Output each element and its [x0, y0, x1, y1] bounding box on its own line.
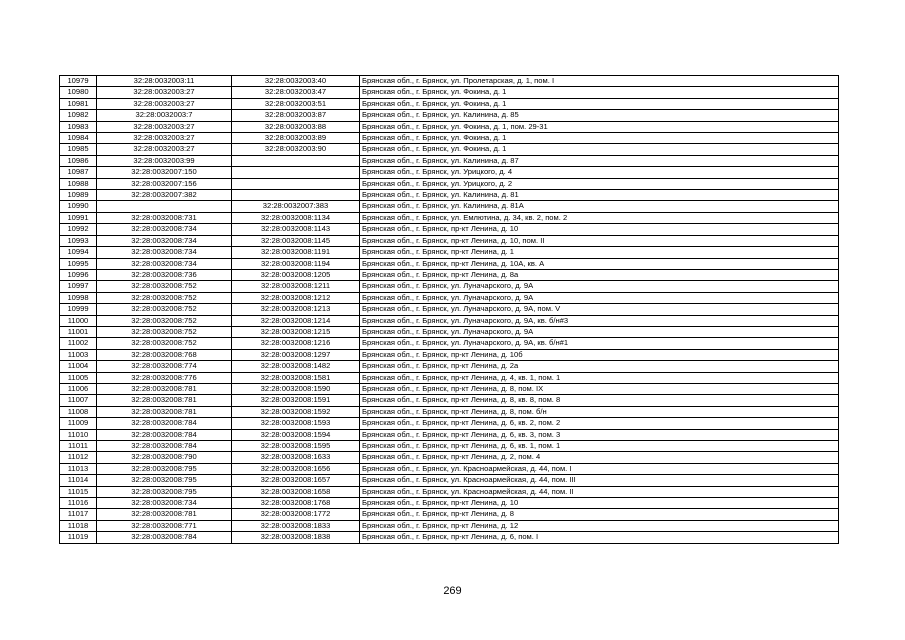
cadastral-number-cell: 32:28:0032008:795 [97, 475, 232, 486]
address-cell: Брянская обл., г. Брянск, ул. Калинина, д. 85 [360, 110, 839, 121]
address-cell: Брянская обл., г. Брянск, ул. Фокина, д. 1 [360, 98, 839, 109]
cadastral-number-cell: 32:28:0032008:774 [97, 361, 232, 372]
row-number-cell: 11019 [60, 532, 97, 543]
object-cadastral-number-cell: 32:28:0032003:89 [232, 133, 360, 144]
table-row [60, 463, 839, 474]
table-row [60, 509, 839, 520]
table-row [60, 201, 839, 212]
row-number-cell: 10985 [60, 144, 97, 155]
address-cell: Брянская обл., г. Брянск, ул. Фокина, д. 1 [360, 144, 839, 155]
row-number-cell: 11000 [60, 315, 97, 326]
row-number-cell: 11003 [60, 349, 97, 360]
row-number-cell: 10995 [60, 258, 97, 269]
row-number-cell: 10979 [60, 76, 97, 87]
object-cadastral-number-cell: 32:28:0032008:1593 [232, 418, 360, 429]
table-row [60, 281, 839, 292]
cadastral-number-cell: 32:28:0032008:784 [97, 532, 232, 543]
address-cell: Брянская обл., г. Брянск, пр-кт Ленина, д. 10 [360, 498, 839, 509]
table-row [60, 121, 839, 132]
cadastral-number-cell: 32:28:0032008:734 [97, 498, 232, 509]
row-number-cell: 11013 [60, 463, 97, 474]
cadastral-number-cell: 32:28:0032008:795 [97, 486, 232, 497]
address-cell: Брянская обл., г. Брянск, пр-кт Ленина, д. 6, кв. 3, пом. 3 [360, 429, 839, 440]
object-cadastral-number-cell: 32:28:0032008:1772 [232, 509, 360, 520]
cadastral-number-cell: 32:28:0032008:776 [97, 372, 232, 383]
cadastral-number-cell: 32:28:0032003:27 [97, 144, 232, 155]
row-number-cell: 10991 [60, 212, 97, 223]
object-cadastral-number-cell: 32:28:0032008:1658 [232, 486, 360, 497]
cadastral-number-cell: 32:28:0032008:790 [97, 452, 232, 463]
table-row [60, 361, 839, 372]
address-cell: Брянская обл., г. Брянск, ул. Красноармейская, д. 44, пом. III [360, 475, 839, 486]
cadastral-number-cell: 32:28:0032008:784 [97, 429, 232, 440]
row-number-cell: 10984 [60, 133, 97, 144]
page-number: 269 [443, 585, 462, 597]
table-row [60, 441, 839, 452]
row-number-cell: 10990 [60, 201, 97, 212]
object-cadastral-number-cell: 32:28:0032008:1216 [232, 338, 360, 349]
cadastral-number-cell: 32:28:0032008:781 [97, 383, 232, 394]
table-row [60, 383, 839, 394]
row-number-cell: 10996 [60, 269, 97, 280]
table-row [60, 315, 839, 326]
address-cell: Брянская обл., г. Брянск, ул. Фокина, д. 1, пом. 29-31 [360, 121, 839, 132]
row-number-cell: 11006 [60, 383, 97, 394]
cadastral-number-cell: 32:28:0032008:768 [97, 349, 232, 360]
table-row [60, 418, 839, 429]
address-cell: Брянская обл., г. Брянск, пр-кт Ленина, д. 10, пом. II [360, 235, 839, 246]
row-number-cell: 10998 [60, 292, 97, 303]
object-cadastral-number-cell: 32:28:0032008:1134 [232, 212, 360, 223]
table-row [60, 498, 839, 509]
address-cell: Брянская обл., г. Брянск, ул. Луначарского, д. 9А, кв. б/н#3 [360, 315, 839, 326]
row-number-cell: 10980 [60, 87, 97, 98]
object-cadastral-number-cell: 32:28:0032008:1191 [232, 247, 360, 258]
table-row [60, 224, 839, 235]
object-cadastral-number-cell: 32:28:0032008:1656 [232, 463, 360, 474]
table-row [60, 475, 839, 486]
row-number-cell: 10994 [60, 247, 97, 258]
object-cadastral-number-cell: 32:28:0032008:1211 [232, 281, 360, 292]
cadastral-number-cell: 32:28:0032008:734 [97, 247, 232, 258]
table-row [60, 532, 839, 543]
address-cell: Брянская обл., г. Брянск, пр-кт Ленина, д. 8, пом. б/н [360, 406, 839, 417]
address-cell: Брянская обл., г. Брянск, пр-кт Ленина, д. 12 [360, 520, 839, 531]
row-number-cell: 11017 [60, 509, 97, 520]
object-cadastral-number-cell: 32:28:0032008:1594 [232, 429, 360, 440]
table-row [60, 212, 839, 223]
cadastral-number-cell: 32:28:0032007:382 [97, 190, 232, 201]
object-cadastral-number-cell: 32:28:0032003:40 [232, 76, 360, 87]
address-cell: Брянская обл., г. Брянск, ул. Пролетарская, д. 1, пом. I [360, 76, 839, 87]
address-cell: Брянская обл., г. Брянск, ул. Фокина, д. 1 [360, 87, 839, 98]
table-row [60, 133, 839, 144]
row-number-cell: 10983 [60, 121, 97, 132]
address-cell: Брянская обл., г. Брянск, ул. Емлютина, д. 34, кв. 2, пом. 2 [360, 212, 839, 223]
row-number-cell: 11016 [60, 498, 97, 509]
cadastral-number-cell: 32:28:0032003:27 [97, 98, 232, 109]
object-cadastral-number-cell: 32:28:0032003:51 [232, 98, 360, 109]
object-cadastral-number-cell: 32:28:0032008:1657 [232, 475, 360, 486]
address-cell: Брянская обл., г. Брянск, пр-кт Ленина, д. 6, кв. 2, пом. 2 [360, 418, 839, 429]
address-cell: Брянская обл., г. Брянск, пр-кт Ленина, д. 8, пом. IX [360, 383, 839, 394]
cadastral-number-cell: 32:28:0032008:734 [97, 235, 232, 246]
address-cell: Брянская обл., г. Брянск, ул. Луначарского, д. 9А [360, 292, 839, 303]
address-cell: Брянская обл., г. Брянск, пр-кт Ленина, д. 6, кв. 1, пом. 1 [360, 441, 839, 452]
address-cell: Брянская обл., г. Брянск, ул. Урицкого, д. 2 [360, 178, 839, 189]
address-cell: Брянская обл., г. Брянск, пр-кт Ленина, д. 10А, кв. А [360, 258, 839, 269]
cadastral-number-cell: 32:28:0032007:150 [97, 167, 232, 178]
table-row [60, 486, 839, 497]
row-number-cell: 10982 [60, 110, 97, 121]
cadastral-number-cell: 32:28:0032008:731 [97, 212, 232, 223]
object-cadastral-number-cell [232, 190, 360, 201]
cadastral-number-cell: 32:28:0032008:752 [97, 338, 232, 349]
cadastral-number-cell: 32:28:0032003:11 [97, 76, 232, 87]
table-row [60, 98, 839, 109]
address-cell: Брянская обл., г. Брянск, пр-кт Ленина, д. 1 [360, 247, 839, 258]
cadastral-number-cell: 32:28:0032008:781 [97, 395, 232, 406]
object-cadastral-number-cell: 32:28:0032008:1212 [232, 292, 360, 303]
address-cell: Брянская обл., г. Брянск, ул. Луначарского, д. 9А, кв. б/н#1 [360, 338, 839, 349]
row-number-cell: 11010 [60, 429, 97, 440]
row-number-cell: 11014 [60, 475, 97, 486]
table-row [60, 87, 839, 98]
cadastral-number-cell: 32:28:0032003:7 [97, 110, 232, 121]
object-cadastral-number-cell: 32:28:0032008:1215 [232, 326, 360, 337]
object-cadastral-number-cell: 32:28:0032008:1590 [232, 383, 360, 394]
row-number-cell: 10997 [60, 281, 97, 292]
address-cell: Брянская обл., г. Брянск, пр-кт Ленина, д. 2а [360, 361, 839, 372]
row-number-cell: 11009 [60, 418, 97, 429]
table-row [60, 190, 839, 201]
table-row [60, 429, 839, 440]
object-cadastral-number-cell: 32:28:0032008:1595 [232, 441, 360, 452]
table-row [60, 326, 839, 337]
cadastral-number-cell: 32:28:0032008:771 [97, 520, 232, 531]
cadastral-number-cell: 32:28:0032008:752 [97, 315, 232, 326]
row-number-cell: 10992 [60, 224, 97, 235]
address-cell: Брянская обл., г. Брянск, пр-кт Ленина, д. 8 [360, 509, 839, 520]
object-cadastral-number-cell: 32:28:0032008:1591 [232, 395, 360, 406]
table-row [60, 406, 839, 417]
address-cell: Брянская обл., г. Брянск, пр-кт Ленина, д. 4, кв. 1, пом. 1 [360, 372, 839, 383]
cadastral-number-cell: 32:28:0032008:784 [97, 418, 232, 429]
row-number-cell: 11012 [60, 452, 97, 463]
row-number-cell: 10981 [60, 98, 97, 109]
object-cadastral-number-cell: 32:28:0032008:1768 [232, 498, 360, 509]
row-number-cell: 11005 [60, 372, 97, 383]
row-number-cell: 11011 [60, 441, 97, 452]
cadastral-number-cell: 32:28:0032008:752 [97, 281, 232, 292]
row-number-cell: 10999 [60, 304, 97, 315]
cadastral-number-cell: 32:28:0032008:781 [97, 406, 232, 417]
row-number-cell: 10988 [60, 178, 97, 189]
object-cadastral-number-cell: 32:28:0032008:1833 [232, 520, 360, 531]
address-cell: Брянская обл., г. Брянск, ул. Калинина, д. 81А [360, 201, 839, 212]
object-cadastral-number-cell: 32:28:0032008:1145 [232, 235, 360, 246]
table-row [60, 292, 839, 303]
table-row [60, 520, 839, 531]
table-row [60, 372, 839, 383]
table-row [60, 338, 839, 349]
address-cell: Брянская обл., г. Брянск, пр-кт Ленина, д. 2, пом. 4 [360, 452, 839, 463]
address-cell: Брянская обл., г. Брянск, ул. Фокина, д. 1 [360, 133, 839, 144]
address-cell: Брянская обл., г. Брянск, ул. Калинина, д. 87 [360, 155, 839, 166]
object-cadastral-number-cell: 32:28:0032008:1205 [232, 269, 360, 280]
row-number-cell: 11004 [60, 361, 97, 372]
object-cadastral-number-cell: 32:28:0032003:87 [232, 110, 360, 121]
cadastral-number-cell: 32:28:0032008:784 [97, 441, 232, 452]
cadastral-number-cell: 32:28:0032008:795 [97, 463, 232, 474]
cadastral-number-cell: 32:28:0032008:781 [97, 509, 232, 520]
cadastral-number-cell: 32:28:0032003:99 [97, 155, 232, 166]
object-cadastral-number-cell: 32:28:0032008:1214 [232, 315, 360, 326]
table-row [60, 452, 839, 463]
table-row [60, 178, 839, 189]
row-number-cell: 10986 [60, 155, 97, 166]
table-row [60, 258, 839, 269]
table-row [60, 349, 839, 360]
table-row [60, 235, 839, 246]
address-cell: Брянская обл., г. Брянск, ул. Калинина, д. 81 [360, 190, 839, 201]
address-cell: Брянская обл., г. Брянск, ул. Красноармейская, д. 44, пом. II [360, 486, 839, 497]
property-table [59, 75, 839, 544]
row-number-cell: 11018 [60, 520, 97, 531]
table-row [60, 269, 839, 280]
row-number-cell: 11015 [60, 486, 97, 497]
row-number-cell: 11002 [60, 338, 97, 349]
object-cadastral-number-cell [232, 167, 360, 178]
address-cell: Брянская обл., г. Брянск, ул. Луначарского, д. 9А, пом. V [360, 304, 839, 315]
address-cell: Брянская обл., г. Брянск, ул. Урицкого, д. 4 [360, 167, 839, 178]
address-cell: Брянская обл., г. Брянск, пр-кт Ленина, д. 8, кв. 8, пом. 8 [360, 395, 839, 406]
address-cell: Брянская обл., г. Брянск, пр-кт Ленина, д. 8а [360, 269, 839, 280]
cadastral-number-cell: 32:28:0032008:752 [97, 304, 232, 315]
object-cadastral-number-cell: 32:28:0032008:1633 [232, 452, 360, 463]
cadastral-number-cell: 32:28:0032003:27 [97, 121, 232, 132]
object-cadastral-number-cell [232, 178, 360, 189]
row-number-cell: 11007 [60, 395, 97, 406]
table-row [60, 395, 839, 406]
address-cell: Брянская обл., г. Брянск, пр-кт Ленина, д. 6, пом. I [360, 532, 839, 543]
row-number-cell: 10989 [60, 190, 97, 201]
cadastral-number-cell: 32:28:0032008:734 [97, 258, 232, 269]
object-cadastral-number-cell: 32:28:0032008:1194 [232, 258, 360, 269]
table-row [60, 155, 839, 166]
object-cadastral-number-cell: 32:28:0032008:1592 [232, 406, 360, 417]
address-cell: Брянская обл., г. Брянск, ул. Луначарского, д. 9А [360, 326, 839, 337]
row-number-cell: 10993 [60, 235, 97, 246]
row-number-cell: 11008 [60, 406, 97, 417]
cadastral-number-cell: 32:28:0032003:27 [97, 133, 232, 144]
object-cadastral-number-cell: 32:28:0032003:90 [232, 144, 360, 155]
table-row [60, 76, 839, 87]
cadastral-number-cell: 32:28:0032007:156 [97, 178, 232, 189]
address-cell: Брянская обл., г. Брянск, пр-кт Ленина, д. 10 [360, 224, 839, 235]
object-cadastral-number-cell: 32:28:0032008:1213 [232, 304, 360, 315]
object-cadastral-number-cell: 32:28:0032003:88 [232, 121, 360, 132]
table-row [60, 247, 839, 258]
table-row [60, 304, 839, 315]
object-cadastral-number-cell: 32:28:0032008:1581 [232, 372, 360, 383]
property-table-body [60, 76, 839, 544]
cadastral-number-cell: 32:28:0032008:752 [97, 292, 232, 303]
address-cell: Брянская обл., г. Брянск, пр-кт Ленина, д. 10б [360, 349, 839, 360]
address-cell: Брянская обл., г. Брянск, ул. Луначарского, д. 9А [360, 281, 839, 292]
object-cadastral-number-cell: 32:28:0032003:47 [232, 87, 360, 98]
table-row [60, 144, 839, 155]
object-cadastral-number-cell: 32:28:0032008:1838 [232, 532, 360, 543]
address-cell: Брянская обл., г. Брянск, ул. Красноармейская, д. 44, пом. I [360, 463, 839, 474]
table-row [60, 110, 839, 121]
cadastral-number-cell [97, 201, 232, 212]
object-cadastral-number-cell [232, 155, 360, 166]
row-number-cell: 10987 [60, 167, 97, 178]
cadastral-number-cell: 32:28:0032008:752 [97, 326, 232, 337]
object-cadastral-number-cell: 32:28:0032007:383 [232, 201, 360, 212]
table-row [60, 167, 839, 178]
row-number-cell: 11001 [60, 326, 97, 337]
cadastral-number-cell: 32:28:0032008:734 [97, 224, 232, 235]
cadastral-number-cell: 32:28:0032003:27 [97, 87, 232, 98]
cadastral-number-cell: 32:28:0032008:736 [97, 269, 232, 280]
object-cadastral-number-cell: 32:28:0032008:1143 [232, 224, 360, 235]
object-cadastral-number-cell: 32:28:0032008:1482 [232, 361, 360, 372]
object-cadastral-number-cell: 32:28:0032008:1297 [232, 349, 360, 360]
